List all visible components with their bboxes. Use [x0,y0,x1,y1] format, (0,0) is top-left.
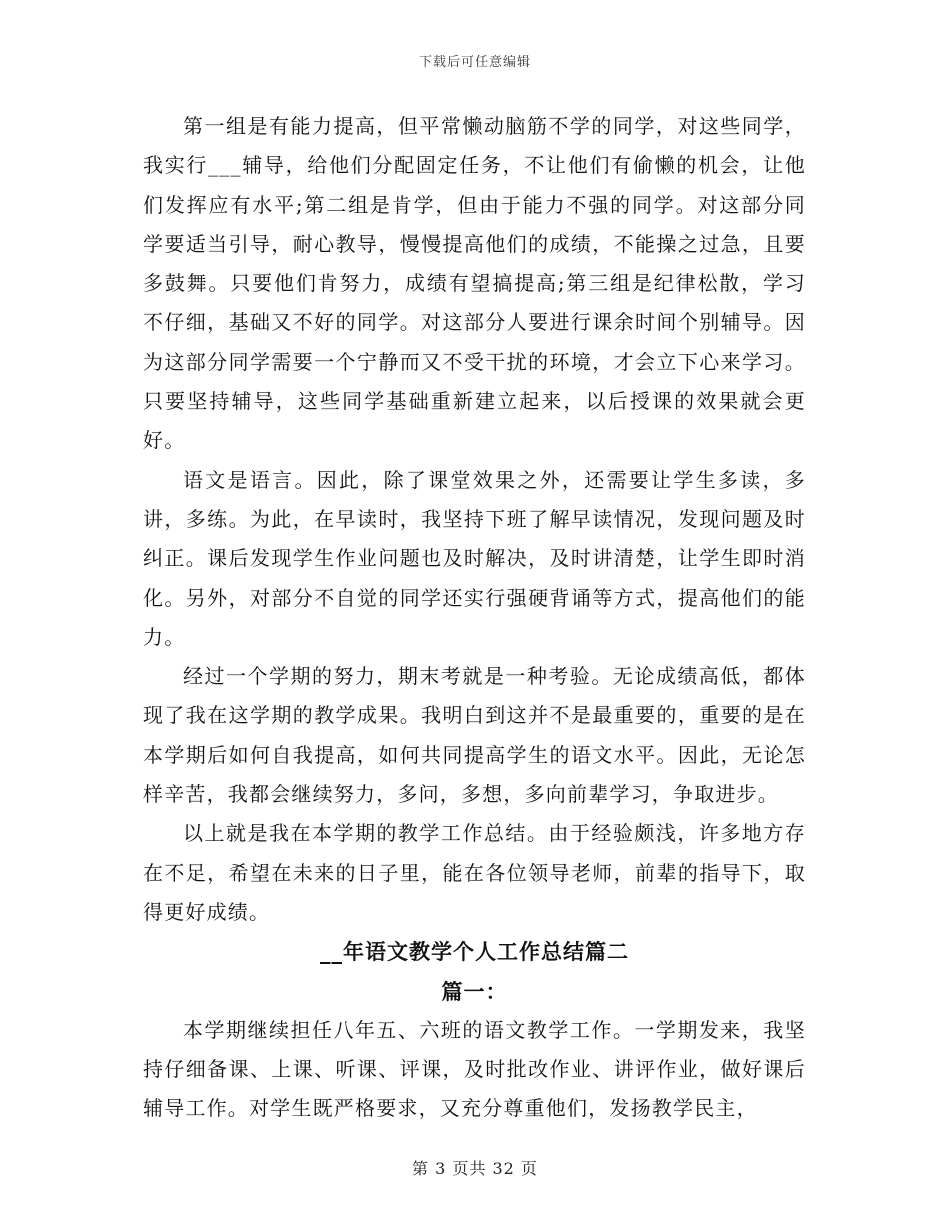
paragraph-3: 经过一个学期的努力，期末考就是一种考验。无论成绩高低，都体现了我在这学期的教学成果。我明白到这并不是最重要的，重要的是在本学期后如何自我提高，如何共同提高学生的语文水平。因此，无论怎样辛苦，我都会继续努力，多问，多想，多向前辈学习，争取进步。 [143,664,806,807]
section-subtitle: 篇一： [441,978,508,1004]
page-header: 下载后可任意编辑 [418,55,531,70]
page-footer: 第 3 页共 32 页 [412,1159,538,1178]
section-title: __年语文教学个人工作总结篇二 [320,939,629,965]
document-body [143,107,806,1129]
section-paragraph: 本学期继续担任八年五、六班的语文教学工作。一学期发来，我坚持仔细备课、上课、听课、评课，及时批改作业、讲评作业，做好课后辅导工作。对学生既严格要求，又充分尊重他们，发扬教学民主， [143,1017,806,1121]
paragraph-4: 以上就是我在本学期的教学工作总结。由于经验颇浅，许多地方存在不足，希望在未来的日子里，能在各位领导老师，前辈的指导下，取得更好成绩。 [143,821,806,924]
paragraph-1: 第一组是有能力提高，但平常懒动脑筋不学的同学，对这些同学，我实行___辅导，给他们分配固定任务，不让他们有偷懒的机会，让他们发挥应有水平;第二组是肯学，但由于能力不强的同学。对这部分同学要适当引导，耐心教导，慢慢提高他们的成绩，不能操之过急，且要多鼓舞。只要他们肯努力，成绩有望搞提高;第三组是纪律松散，学习不仔细，基础又不好的同学。对这部分人要进行课余时间个别辅导。因为这部分同学需要一个宁静而又不受干扰的环境，才会立下心来学习。只要坚持辅导，这些同学基础重新建立起来，以后授课的效果就会更好。 [143,114,806,453]
paragraph-2: 语文是语言。因此，除了课堂效果之外，还需要让学生多读，多讲，多练。为此，在早读时，我坚持下班了解早读情况，发现问题及时纠正。课后发现学生作业问题也及时解决，及时讲清楚，让学生即时消化。另外，对部分不自觉的同学还实行强硬背诵等方式，提高他们的能力。 [143,467,806,649]
